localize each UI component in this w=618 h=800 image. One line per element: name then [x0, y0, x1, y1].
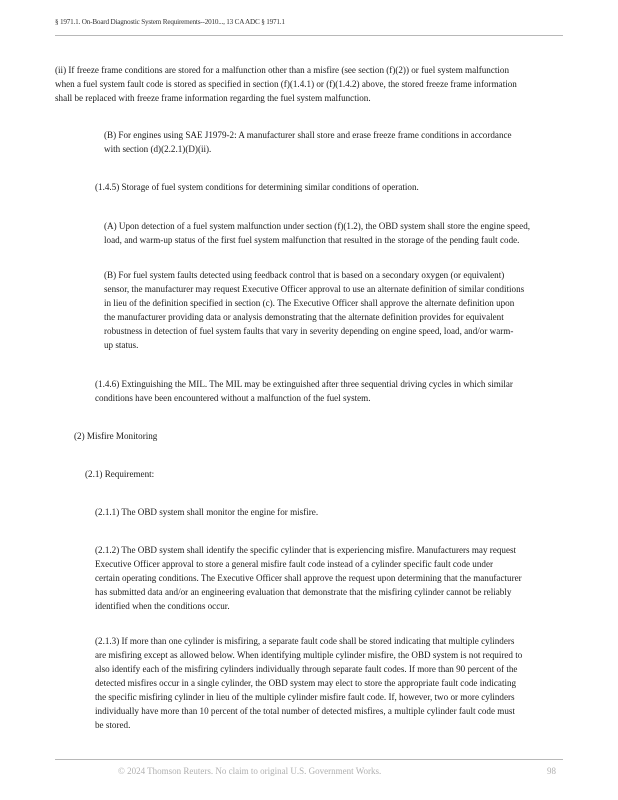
- paragraph-2-1-1: (2.1.1) The OBD system shall monitor the engine for misfire.: [95, 507, 319, 517]
- paragraph-2-1-2: (2.1.2) The OBD system shall identify the specific cylinder that is experiencing misfire. Manufacturers may request Executive Officer approval to store a general misfire fault code instead of a cylinder specific fault code under certain operating conditions. The Executive Officer shall approve the request upon determining that the manufacturer has submitted data and/or an engineering evaluation that demonstrate that the misfiring cylinder cannot be reliably identified when the conditions occur.: [95, 545, 522, 611]
- paragraph-b-sae-j1979-2: (B) For engines using SAE J1979-2: A manufacturer shall store and erase freeze frame conditions in accordance with section (d)(2.2.1)(D)(ii).: [104, 130, 512, 154]
- paragraph-1-4-5: (1.4.5) Storage of fuel system conditions for determining similar conditions of operation.: [95, 182, 419, 192]
- heading-2-1-requirement: (2.1) Requirement:: [85, 469, 155, 479]
- running-header: § 1971.1. On-Board Diagnostic System Requirements--2010..., 13 CA ADC § 1971.1: [55, 18, 285, 26]
- heading-misfire-monitoring: (2) Misfire Monitoring: [74, 431, 158, 441]
- paragraph-b-feedback-control: (B) For fuel system faults detected using feedback control that is based on a secondary oxygen (or equivalent) sensor, the manufacturer may request Executive Officer approval to use an alternate definition of similar conditions in lieu of the definition specified in section (c). The Executive Officer shall approve the alternate definition upon the manufacturer providing data or analysis demonstrating that the alternate definition provides for equivalent robustness in detection of fuel system faults that vary in severity depending on engine speed, load, and/or warm- up status.: [104, 270, 525, 350]
- paragraph-a-upon-detection: (A) Upon detection of a fuel system malfunction under section (f)(1.2), the OBD system shall store the engine speed, load, and warm-up status of the first fuel system malfunction that resulted in the storage of the pending fault code.: [104, 221, 531, 245]
- footer-divider: [55, 759, 563, 760]
- header-divider: [55, 35, 563, 36]
- page-number: 98: [547, 766, 556, 776]
- footer-copyright: © 2024 Thomson Reuters. No claim to original U.S. Government Works.: [118, 766, 382, 776]
- paragraph-ii-freeze-frame: (ii) If freeze frame conditions are stored for a malfunction other than a misfire (see section (f)(2)) or fuel system malfunction when a fuel system fault code is stored as specified in section (f)(1.4.1) or (f)(1.4.2) above, the stored freeze frame information shall be replaced with freeze frame information regarding the fuel system malfunction.: [55, 65, 517, 103]
- paragraph-2-1-3: (2.1.3) If more than one cylinder is misfiring, a separate fault code shall be stored indicating that multiple cylinders are misfiring except as allowed below. When identifying multiple cylinder misfire, the OBD system is not required to also identify each of the misfiring cylinders individually through separate fault codes. If more than 90 percent of the detected misfires occur in a single cylinder, the OBD system may elect to store the appropriate fault code indicating the specific misfiring cylinder in lieu of the multiple cylinder misfire fault code. If, however, two or more cylinders individually have more than 10 percent of the total number of detected misfires, a multiple cylinder fault code must be stored.: [95, 636, 523, 730]
- paragraph-1-4-6: (1.4.6) Extinguishing the MIL. The MIL may be extinguished after three sequential driving cycles in which similar conditions have been encountered without a malfunction of the fuel system.: [95, 379, 513, 403]
